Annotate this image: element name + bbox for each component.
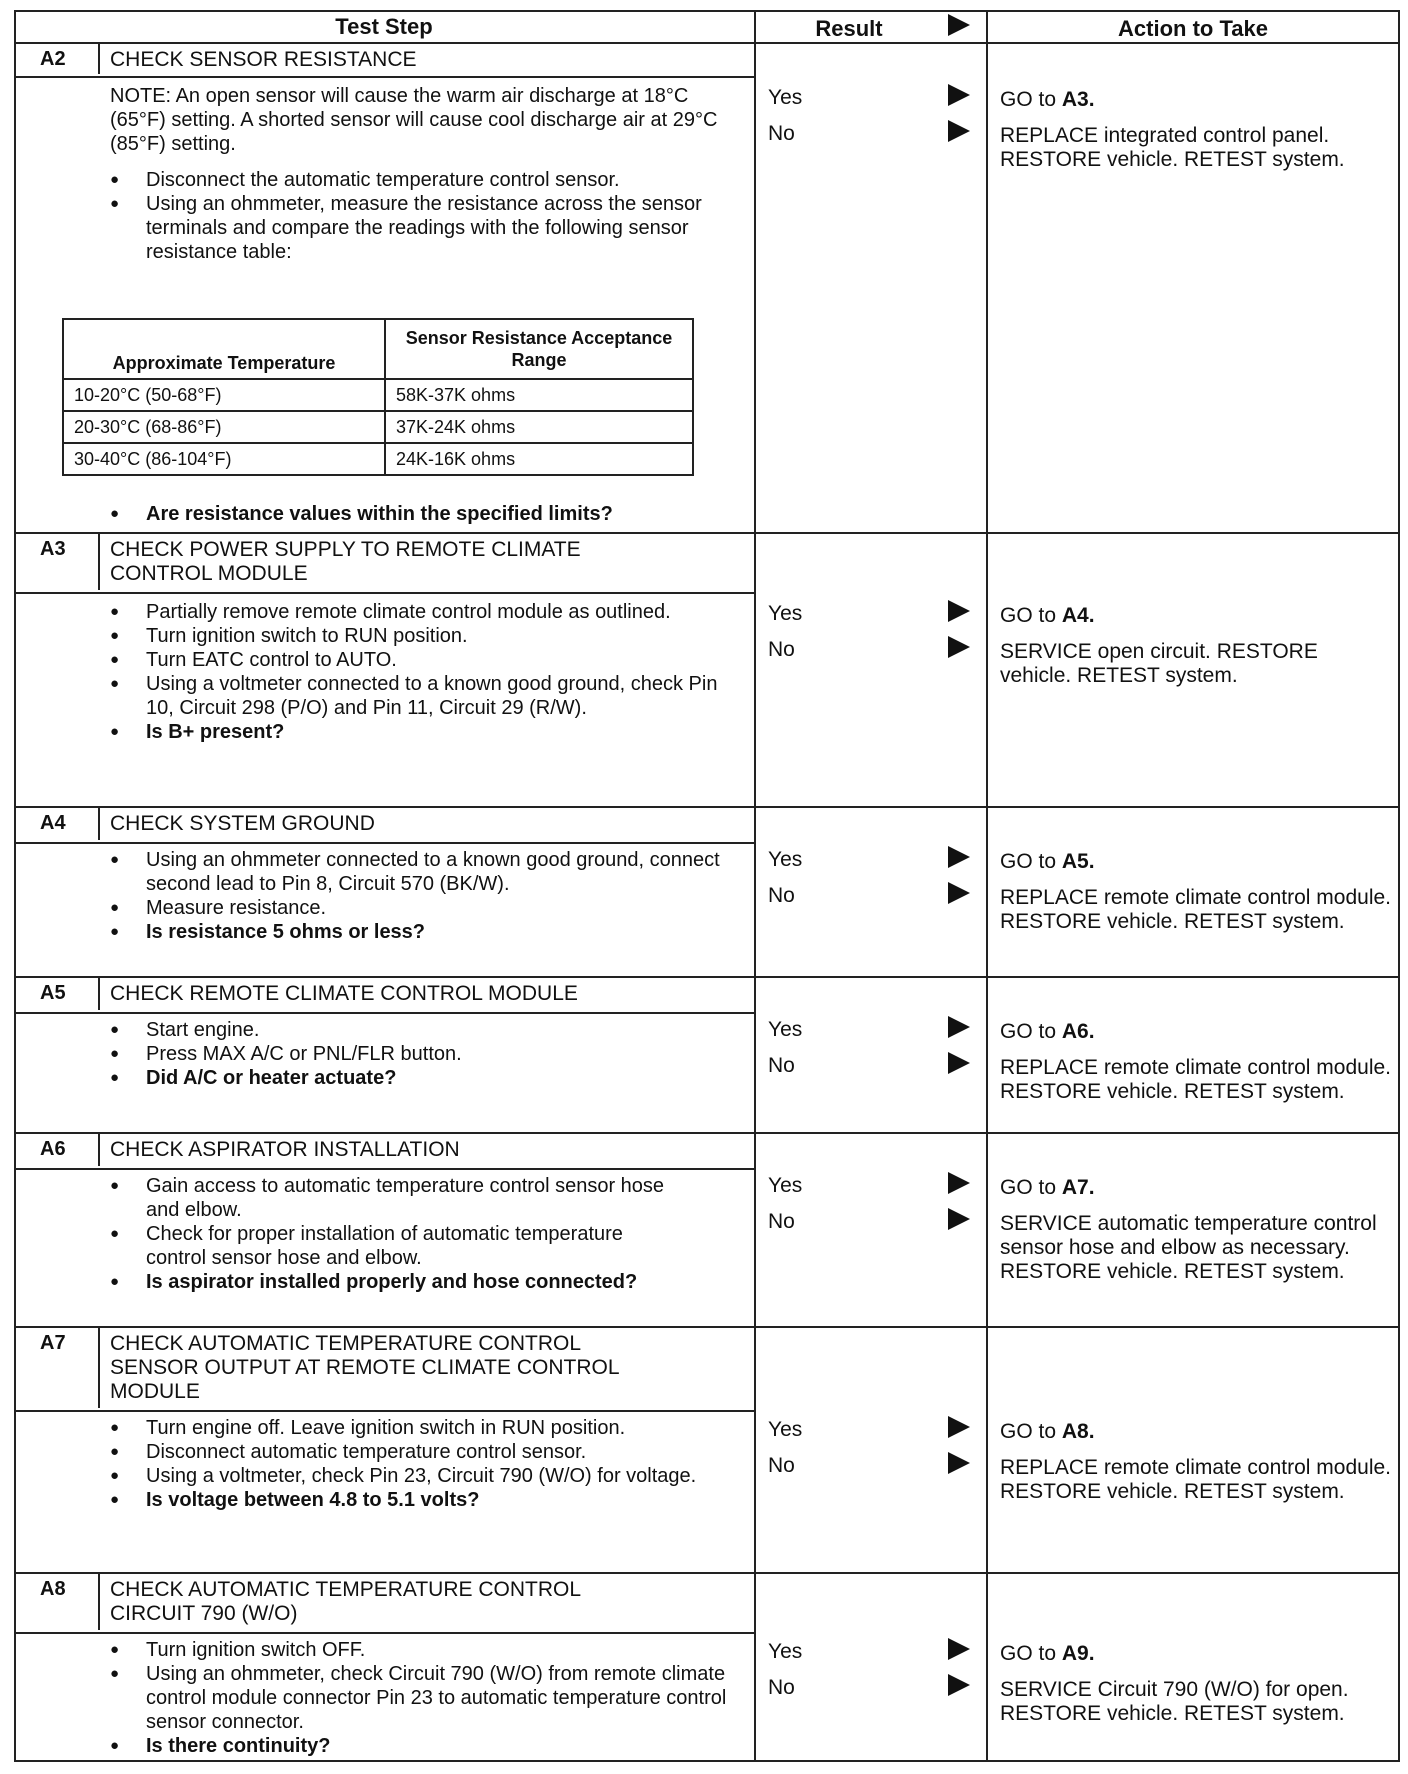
step-title: CHECK SENSOR RESISTANCE: [110, 48, 417, 71]
id-divider: [98, 1574, 100, 1630]
result-no: No: [768, 1454, 795, 1477]
id-divider: [98, 808, 100, 840]
arrow-icon: [948, 1452, 970, 1474]
arrow-icon: [948, 1416, 970, 1438]
title-divider: [14, 76, 754, 78]
table-header-temperature: Approximate Temperature: [63, 319, 385, 379]
arrow-icon: [948, 1674, 970, 1696]
step-title: CHECK ASPIRATOR INSTALLATION: [110, 1138, 460, 1161]
header-action: Action to Take: [1118, 16, 1268, 41]
result-no: No: [768, 1676, 795, 1699]
step-title: CHECK AUTOMATIC TEMPERATURE CONTROL CIRCUIT 790 (W/O): [110, 1578, 581, 1625]
question-text: ● Is resistance 5 ohms or less?: [110, 920, 740, 944]
list-item: ● Press MAX A/C or PNL/FLR button.: [110, 1042, 740, 1066]
id-divider: [98, 978, 100, 1010]
list-item: ● Using an ohmmeter, check Circuit 790 (W/O) from remote climate control module connector Pin 23 to automatic temperature control sensor connector.: [110, 1662, 730, 1734]
action-yes: [1000, 1020, 1392, 1044]
list-item: ● Partially remove remote climate control module as outlined.: [110, 600, 740, 624]
id-divider: [98, 534, 100, 590]
question-text: ● Is aspirator installed properly and hose connected?: [110, 1270, 670, 1294]
header-arrow-icon: [948, 14, 970, 36]
go-to-target: A7.: [1061, 1176, 1095, 1199]
question-text: ● Did A/C or heater actuate?: [110, 1066, 740, 1090]
result-no: No: [768, 1210, 795, 1233]
go-to-target: A3.: [1061, 88, 1095, 111]
arrow-icon: [948, 1172, 970, 1194]
action-no: SERVICE Circuit 790 (W/O) for open. RESTORE vehicle. RETEST system.: [1000, 1678, 1349, 1725]
step-id: A5: [40, 982, 66, 1004]
list-item: ● Check for proper installation of automatic temperature control sensor hose and elbow.: [110, 1222, 670, 1270]
result-yes: Yes: [768, 1174, 803, 1197]
step-id: A7: [40, 1332, 66, 1354]
go-to-target: A5.: [1061, 850, 1095, 873]
go-to-text: GO to: [1000, 1020, 1057, 1043]
diagnostic-table: [14, 10, 1400, 1762]
result-yes: Yes: [768, 602, 803, 625]
step-id: A6: [40, 1138, 66, 1160]
table-header-range: Sensor Resistance Acceptance Range: [385, 319, 693, 379]
action-yes: [1000, 850, 1392, 874]
action-yes: [1000, 1642, 1392, 1666]
action-no: SERVICE automatic temperature control sensor hose and elbow as necessary. RESTORE vehicle. RETEST system.: [1000, 1212, 1377, 1283]
step-id: A3: [40, 538, 66, 560]
arrow-icon: [948, 120, 970, 142]
action-no: REPLACE integrated control panel. RESTORE vehicle. RETEST system.: [1000, 124, 1345, 171]
go-to-text: GO to: [1000, 604, 1057, 627]
bullet-list: [110, 1174, 670, 1294]
go-to-target: A8.: [1061, 1420, 1095, 1443]
question-text: ● Is voltage between 4.8 to 5.1 volts?: [110, 1488, 730, 1512]
bullet-list: [110, 1416, 730, 1512]
list-item: ● Disconnect the automatic temperature control sensor.: [110, 168, 740, 192]
result-yes: Yes: [768, 1018, 803, 1041]
list-item: ● Turn EATC control to AUTO.: [110, 648, 740, 672]
question-text: ● Is B+ present?: [110, 720, 740, 744]
question: [110, 502, 750, 526]
result-no: No: [768, 638, 795, 661]
list-item: ● Turn ignition switch to RUN position.: [110, 624, 740, 648]
arrow-icon: [948, 1016, 970, 1038]
step-title: CHECK REMOTE CLIMATE CONTROL MODULE: [110, 982, 578, 1005]
col-divider-result: [754, 10, 756, 1762]
table-cell: 10-20°C (50-68°F): [63, 379, 385, 411]
table-row: [63, 411, 693, 443]
list-item: ● Using a voltmeter, check Pin 23, Circuit 790 (W/O) for voltage.: [110, 1464, 730, 1488]
bullet-list: [110, 848, 740, 944]
list-item: ● Turn engine off. Leave ignition switch in RUN position.: [110, 1416, 730, 1440]
header-test-step: Test Step: [335, 14, 433, 39]
go-to-text: GO to: [1000, 1420, 1057, 1443]
list-item: ● Using a voltmeter connected to a known good ground, check Pin 10, Circuit 298 (P/O) and Pin 11, Circuit 29 (R/W).: [110, 672, 740, 720]
result-yes: Yes: [768, 86, 803, 109]
id-divider: [98, 44, 100, 74]
col-divider-action: [986, 10, 988, 1762]
row-divider: [14, 532, 1400, 534]
bullet-list: [110, 1018, 740, 1090]
go-to-target: A6.: [1061, 1020, 1095, 1043]
title-divider: [14, 1168, 754, 1170]
step-title: CHECK AUTOMATIC TEMPERATURE CONTROL SENSOR OUTPUT AT REMOTE CLIMATE CONTROL MODULE: [110, 1332, 619, 1403]
result-no: No: [768, 884, 795, 907]
list-item: ● Turn ignition switch OFF.: [110, 1638, 730, 1662]
question-text: ● Is there continuity?: [110, 1734, 730, 1758]
note-text: NOTE: An open sensor will cause the warm air discharge at 18°C (65°F) setting. A shorted sensor will cause cool discharge air at 29°C (85°F) setting.: [110, 85, 718, 155]
list-item: ● Gain access to automatic temperature control sensor hose and elbow.: [110, 1174, 670, 1222]
list-item: ● Disconnect automatic temperature control sensor.: [110, 1440, 730, 1464]
row-divider: [14, 806, 1400, 808]
bullet-list: [110, 168, 740, 264]
list-item: ● Using an ohmmeter connected to a known good ground, connect second lead to Pin 8, Circuit 570 (BK/W).: [110, 848, 740, 896]
title-divider: [14, 592, 754, 594]
result-no: No: [768, 1054, 795, 1077]
table-cell: 24K-16K ohms: [385, 443, 693, 475]
action-no: REPLACE remote climate control module. RESTORE vehicle. RETEST system.: [1000, 886, 1391, 933]
id-divider: [98, 1134, 100, 1166]
header-result: Result: [815, 16, 883, 41]
arrow-icon: [948, 846, 970, 868]
result-yes: Yes: [768, 848, 803, 871]
id-divider: [98, 1328, 100, 1408]
action-yes: [1000, 1420, 1392, 1444]
go-to-target: A4.: [1061, 604, 1095, 627]
go-to-text: GO to: [1000, 850, 1057, 873]
list-item: ● Start engine.: [110, 1018, 740, 1042]
arrow-icon: [948, 84, 970, 106]
result-yes: Yes: [768, 1640, 803, 1663]
title-divider: [14, 842, 754, 844]
table-row: [63, 379, 693, 411]
step-id: A8: [40, 1578, 66, 1600]
row-divider: [14, 1572, 1400, 1574]
go-to-text: GO to: [1000, 88, 1057, 111]
step-title: CHECK POWER SUPPLY TO REMOTE CLIMATE CONTROL MODULE: [110, 538, 581, 585]
action-yes: [1000, 88, 1392, 112]
go-to-text: GO to: [1000, 1176, 1057, 1199]
arrow-icon: [948, 600, 970, 622]
action-no: REPLACE remote climate control module. RESTORE vehicle. RETEST system.: [1000, 1456, 1391, 1503]
header-divider: [14, 42, 1400, 44]
result-no: No: [768, 122, 795, 145]
action-yes: [1000, 604, 1392, 628]
result-yes: Yes: [768, 1418, 803, 1441]
arrow-icon: [948, 636, 970, 658]
arrow-icon: [948, 1208, 970, 1230]
table-cell: 20-30°C (68-86°F): [63, 411, 385, 443]
row-divider: [14, 976, 1400, 978]
table-cell: 58K-37K ohms: [385, 379, 693, 411]
step-id: A2: [40, 48, 66, 70]
resistance-table: [62, 318, 694, 476]
title-divider: [14, 1632, 754, 1634]
go-to-text: GO to: [1000, 1642, 1057, 1665]
arrow-icon: [948, 882, 970, 904]
step-id: A4: [40, 812, 66, 834]
action-yes: [1000, 1176, 1392, 1200]
action-no: SERVICE open circuit. RESTORE vehicle. RETEST system.: [1000, 640, 1318, 687]
step-title: CHECK SYSTEM GROUND: [110, 812, 375, 835]
title-divider: [14, 1410, 754, 1412]
bullet-list: [110, 600, 740, 744]
title-divider: [14, 1012, 754, 1014]
arrow-icon: [948, 1638, 970, 1660]
row-divider: [14, 1132, 1400, 1134]
row-divider: [14, 1326, 1400, 1328]
arrow-icon: [948, 1052, 970, 1074]
bullet-list: [110, 1638, 730, 1758]
table-cell: 37K-24K ohms: [385, 411, 693, 443]
action-no: REPLACE remote climate control module. RESTORE vehicle. RETEST system.: [1000, 1056, 1391, 1103]
list-item: ● Measure resistance.: [110, 896, 740, 920]
question-text: ● Are resistance values within the specified limits?: [110, 502, 750, 526]
table-row: [63, 443, 693, 475]
go-to-target: A9.: [1061, 1642, 1095, 1665]
table-cell: 30-40°C (86-104°F): [63, 443, 385, 475]
list-item: ● Using an ohmmeter, measure the resistance across the sensor terminals and compare the readings with the following sensor resistance table:: [110, 192, 740, 264]
